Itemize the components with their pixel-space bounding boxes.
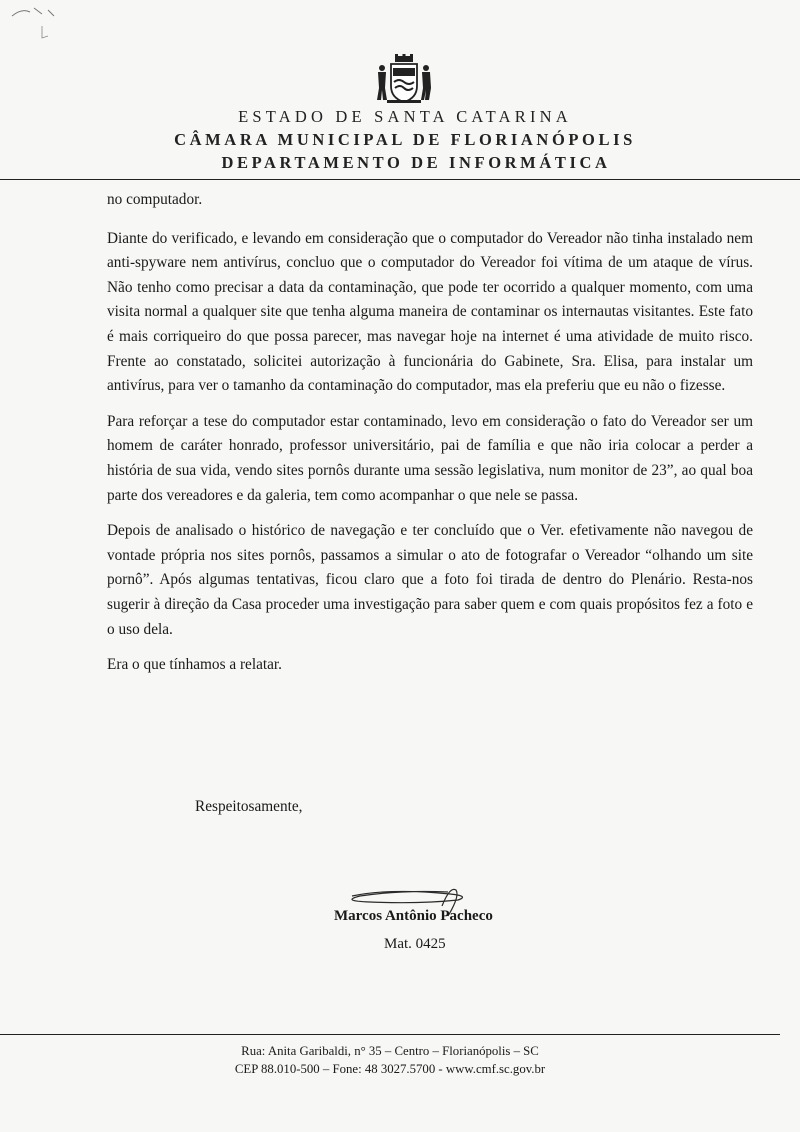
footer-address: Rua: Anita Garibaldi, n° 35 – Centro – Florianópolis – SC xyxy=(241,1044,539,1058)
signer-registration: Mat. 0425 xyxy=(384,936,446,952)
paragraph: Era o que tínhamos a relatar. xyxy=(107,656,282,674)
paragraph: Diante do verificado, e levando em consideração que o computador do Vereador não tinha instalado nem anti-spyware nem antivírus, concluo que o computador do Vereador foi vítima de um ataque de vírus. Não tenho como precisar a data da contaminação, que pode ter ocorrido a qualquer momento, com uma visita normal a qualquer site que tenha alguma maneira de contaminar os internautas visitantes. Este fato é mais corriqueiro do que possa parecer, mas navegar hoje na internet é uma atividade de muito risco. Frente ao constatado, solicitei autorização à funcionária do Gabinete, Sra. Elisa, para instalar um antivírus, para ver o tamanho da contaminação do computador, mas ela preferiu que eu não o fizesse. xyxy=(107,229,753,395)
footer-divider xyxy=(0,1034,780,1035)
header-chamber: CÂMARA MUNICIPAL DE FLORIANÓPOLIS xyxy=(174,130,636,149)
footer-contact: CEP 88.010-500 – Fone: 48 3027.5700 - www.cmf.sc.gov.br xyxy=(234,1062,546,1076)
header-divider xyxy=(0,179,800,180)
letter-body xyxy=(107,188,753,689)
signer-name: Marcos Antônio Pacheco xyxy=(334,908,493,924)
paragraph: Depois de analisado o histórico de navegação e ter concluído que o Ver. efetivamente não navegou de vontade própria nos sites pornôs, passamos a simular o ato de fotografar o Vereador “olhando um site pornô”. Após algumas tentativas, ficou claro que a foto foi tirada de dentro do Plenário. Resta-nos sugerir à direção da Casa proceder uma investigação para saber quem e com quais propósitos fez a foto e o uso dela. xyxy=(107,522,753,638)
closing-salutation: Respeitosamente, xyxy=(195,798,303,815)
paragraph: Para reforçar a tese do computador estar contaminado, levo em consideração o fato do Vereador ser um homem de caráter honrado, professor universitário, pai de família e que não iria colocar a perder a história de sua vida, vendo sites pornôs durante uma sessão legislativa, num monitor de 23”, ao qual boa parte dos vereadores e da galeria, tem como acompanhar o que nele se passa. xyxy=(107,412,753,504)
coat-of-arms-icon xyxy=(373,54,435,104)
header-state: ESTADO DE SANTA CATARINA xyxy=(238,107,572,126)
margin-scribble-icon xyxy=(8,2,68,42)
handwritten-signature xyxy=(330,886,530,966)
paragraph: no computador. xyxy=(107,191,203,208)
header-department: DEPARTAMENTO DE INFORMÁTICA xyxy=(221,153,611,172)
